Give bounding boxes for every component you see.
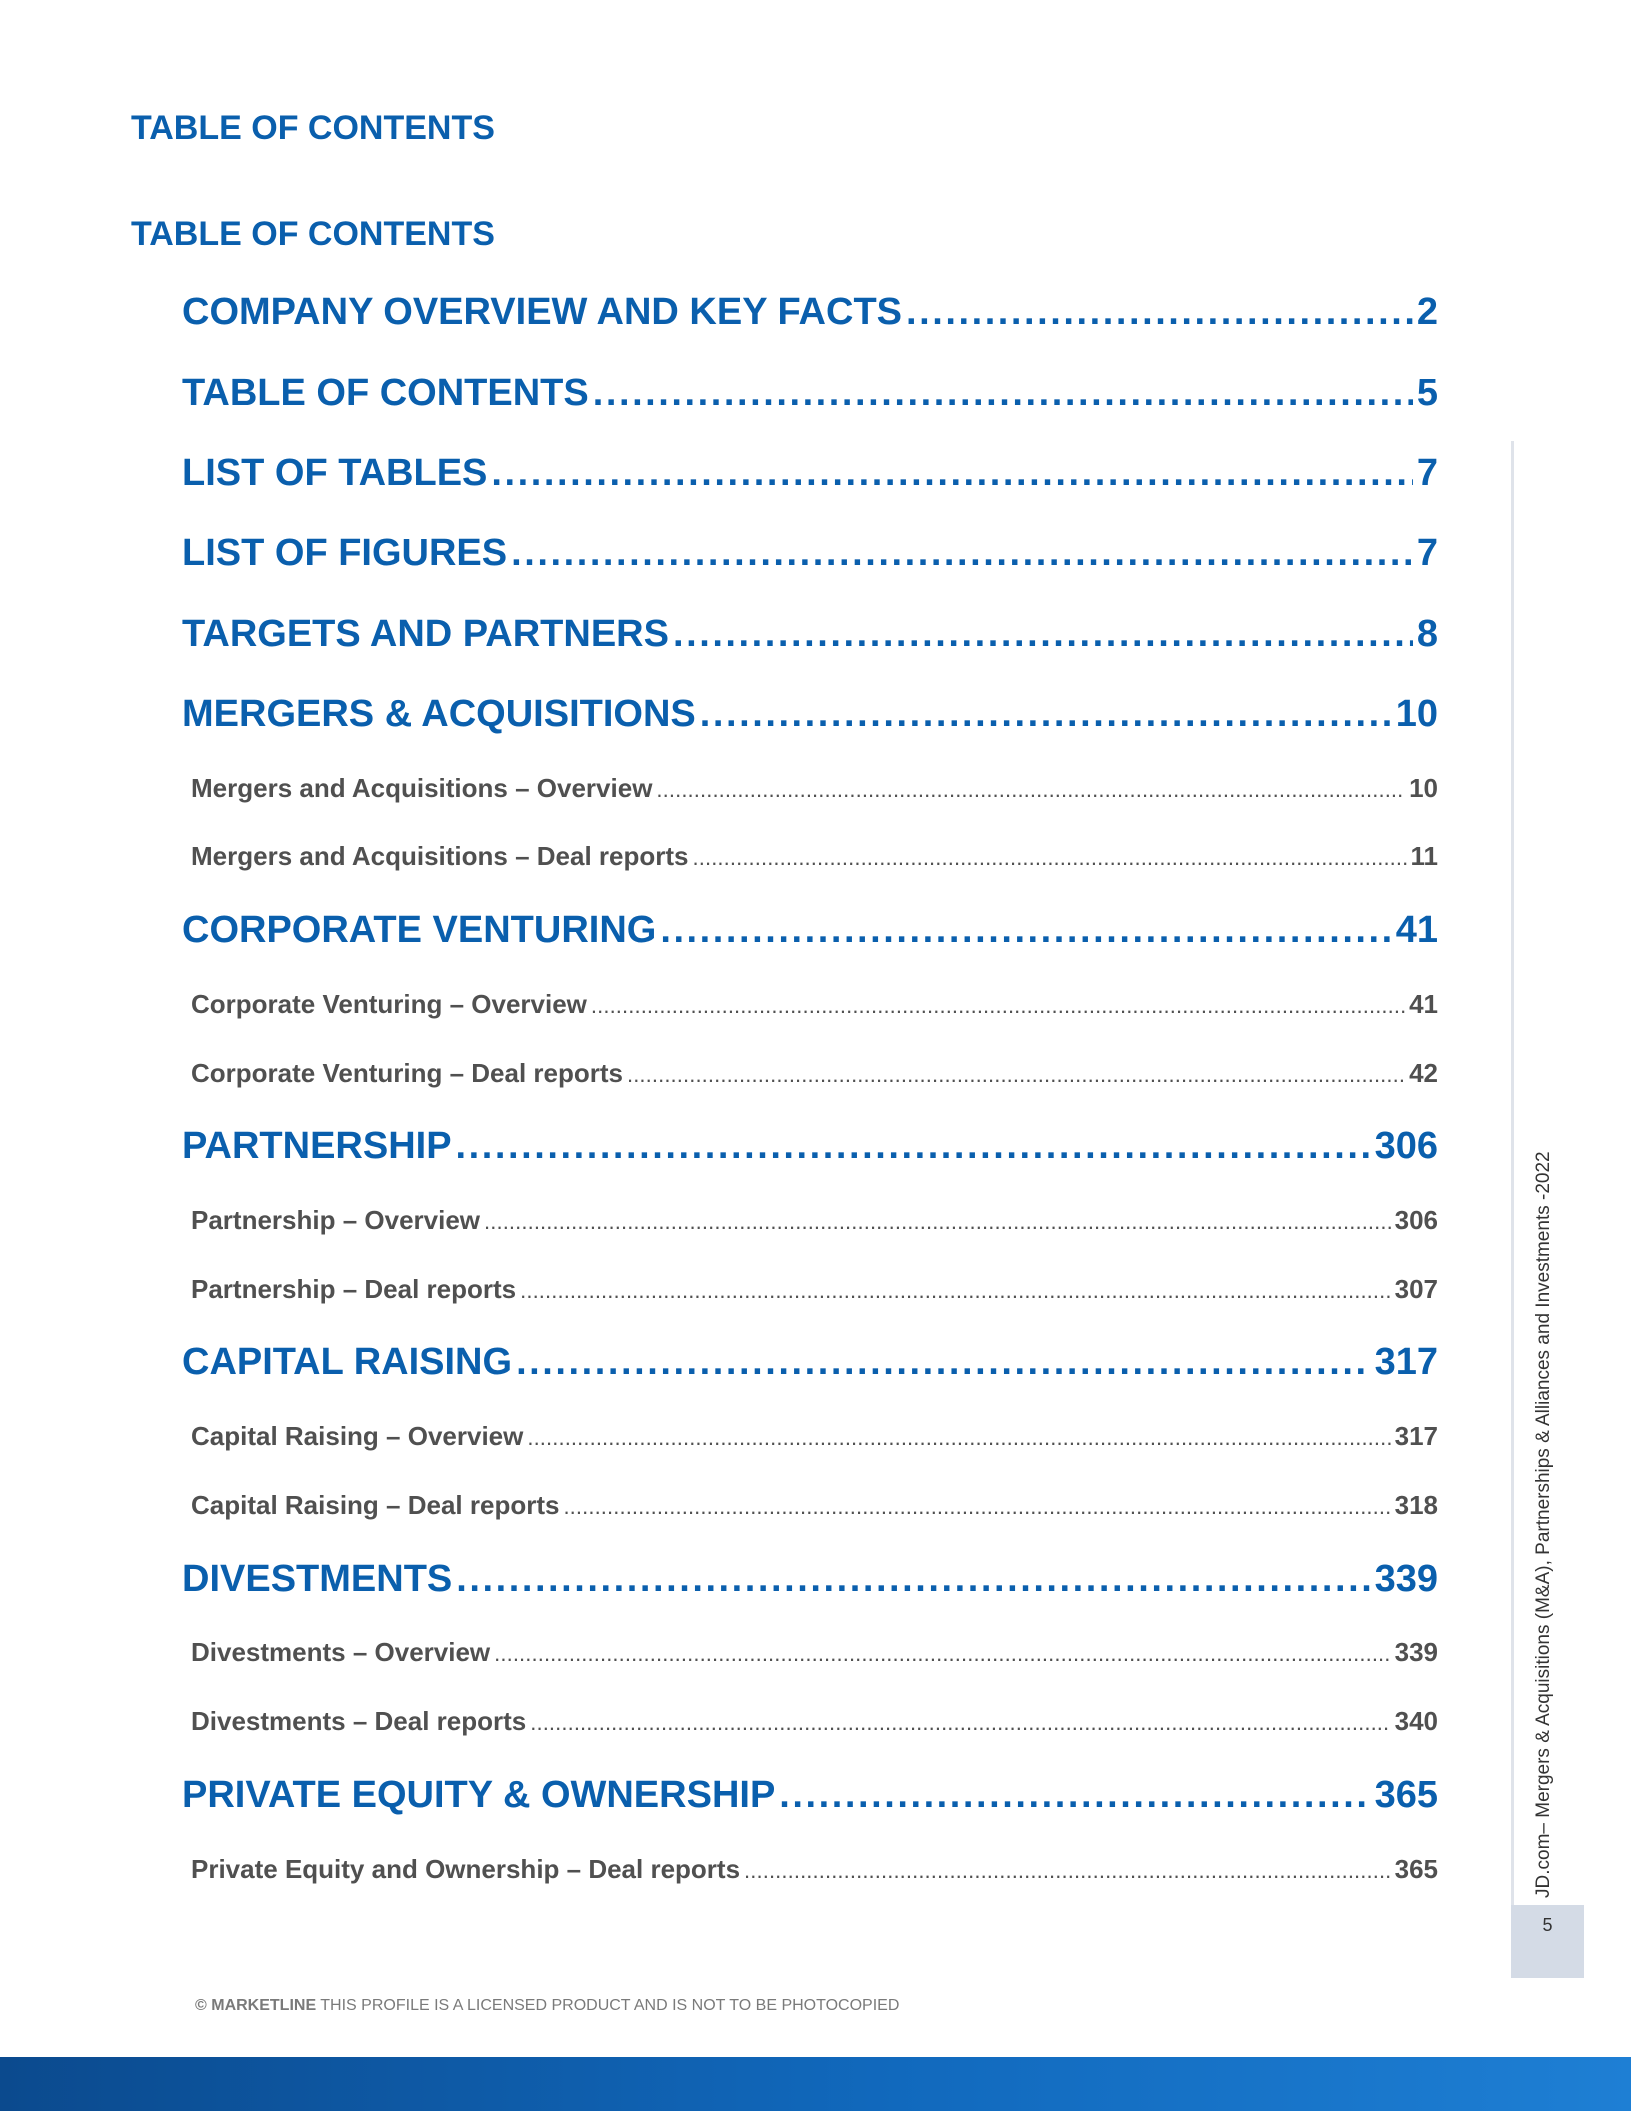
toc-entry[interactable]: [182, 369, 1438, 417]
toc-leader: [700, 690, 1392, 738]
toc-entry-label: TARGETS AND PARTNERS: [182, 613, 669, 655]
toc-entry[interactable]: [182, 1338, 1438, 1386]
toc-subentry-label: Mergers and Acquisitions – Overview: [191, 773, 653, 803]
toc-entry-page: 339: [1374, 1558, 1438, 1600]
toc-leader: [627, 1058, 1405, 1090]
toc-subentry[interactable]: [191, 1056, 1438, 1090]
copyright-notice: [195, 1997, 899, 2015]
toc-subentry-label: Divestments – Overview: [191, 1637, 491, 1667]
toc-subentry[interactable]: [191, 771, 1438, 805]
toc-entry-page: 7: [1416, 532, 1438, 574]
toc-subentry-page: 11: [1410, 841, 1438, 871]
toc-leader: [511, 529, 1413, 577]
toc-subentry-page: 365: [1394, 1854, 1438, 1884]
toc-entry-label: LIST OF TABLES: [182, 452, 488, 494]
toc-subentry-label: Capital Raising – Deal reports: [191, 1490, 560, 1520]
toc-leader: [744, 1854, 1391, 1886]
toc-subentry-page: 306: [1394, 1205, 1438, 1235]
toc-section-title: TABLE OF CONTENTS: [131, 215, 495, 253]
toc-entry-label: LIST OF FIGURES: [182, 532, 508, 574]
toc-subentry-page: 42: [1409, 1058, 1438, 1088]
toc-subentry[interactable]: [191, 987, 1438, 1021]
toc-subentry-page: 10: [1409, 773, 1438, 803]
toc-entry-page: 41: [1395, 909, 1438, 951]
sidebar-divider: [1511, 441, 1514, 1906]
toc-subentry-label: Capital Raising – Overview: [191, 1421, 524, 1451]
toc-leader: [593, 369, 1413, 417]
toc-subentry-page: 317: [1394, 1421, 1438, 1451]
toc-entry[interactable]: [182, 1122, 1438, 1170]
footer-bar: [0, 2057, 1631, 2111]
toc-leader: [673, 610, 1413, 658]
toc-entry-page: 10: [1395, 693, 1438, 735]
toc-subentry[interactable]: [191, 1419, 1438, 1453]
toc-subentry-label: Mergers and Acquisitions – Deal reports: [191, 841, 689, 871]
toc-leader: [660, 906, 1391, 954]
toc-entry[interactable]: [182, 529, 1438, 577]
toc-entry-page: 365: [1374, 1774, 1438, 1816]
toc-subentry-page: 340: [1394, 1706, 1438, 1736]
toc-leader: [563, 1490, 1390, 1522]
toc-subentry-label: Partnership – Deal reports: [191, 1274, 517, 1304]
toc-leader: [494, 1637, 1390, 1669]
toc-leader: [520, 1274, 1390, 1306]
toc-entry[interactable]: [182, 906, 1438, 954]
toc-subentry-label: Divestments – Deal reports: [191, 1706, 527, 1736]
license-notice: THIS PROFILE IS A LICENSED PRODUCT AND IS NOT TO BE PHOTOCOPIED: [316, 1997, 900, 2014]
toc-leader: [456, 1122, 1371, 1170]
toc-leader: [491, 449, 1412, 497]
toc-subentry[interactable]: [191, 1704, 1438, 1738]
toc-subentry[interactable]: [191, 1635, 1438, 1669]
toc-leader: [656, 773, 1405, 805]
toc-subentry[interactable]: [191, 1852, 1438, 1886]
toc-entry-label: CAPITAL RAISING: [182, 1341, 513, 1383]
toc-entry-label: PRIVATE EQUITY & OWNERSHIP: [182, 1774, 776, 1816]
page-number: 5: [1542, 1915, 1553, 1935]
toc-subentry-page: 41: [1409, 989, 1438, 1019]
toc-leader: [530, 1706, 1390, 1738]
page-header-title: TABLE OF CONTENTS: [131, 109, 495, 147]
toc-leader: [456, 1555, 1370, 1603]
toc-entry-label: DIVESTMENTS: [182, 1558, 453, 1600]
toc-leader: [516, 1338, 1371, 1386]
toc-entry-label: TABLE OF CONTENTS: [182, 372, 589, 414]
toc-subentry[interactable]: [191, 1488, 1438, 1522]
toc-entry-page: 317: [1374, 1341, 1438, 1383]
toc-subentry-label: Private Equity and Ownership – Deal reports: [191, 1854, 741, 1884]
toc-subentry-page: 318: [1394, 1490, 1438, 1520]
toc-entry-label: CORPORATE VENTURING: [182, 909, 657, 951]
toc-subentry-page: 307: [1394, 1274, 1438, 1304]
toc-entry[interactable]: [182, 449, 1438, 497]
toc-entry-page: 8: [1416, 613, 1438, 655]
toc-entry[interactable]: [182, 288, 1438, 336]
toc-entry-label: COMPANY OVERVIEW AND KEY FACTS: [182, 291, 902, 333]
toc-leader: [906, 288, 1413, 336]
report-title-vertical: JD.com– Mergers & Acquisitions (M&A), Partnerships & Alliances and Investments -2022: [1533, 1151, 1554, 1898]
toc-subentry-page: 339: [1394, 1637, 1438, 1667]
toc-leader: [527, 1421, 1390, 1453]
toc-subentry-label: Partnership – Overview: [191, 1205, 481, 1235]
toc-entry-label: MERGERS & ACQUISITIONS: [182, 693, 696, 735]
toc-entry-page: 5: [1416, 372, 1438, 414]
page-number-box: [1511, 1905, 1584, 1978]
toc-leader: [693, 841, 1407, 873]
toc-entry[interactable]: [182, 1771, 1438, 1819]
toc-entry-page: 306: [1374, 1125, 1438, 1167]
toc-entry-page: 7: [1416, 452, 1438, 494]
toc-entry-page: 2: [1416, 291, 1438, 333]
toc-leader: [779, 1771, 1370, 1819]
toc-entry-label: PARTNERSHIP: [182, 1125, 452, 1167]
toc-leader: [591, 989, 1405, 1021]
toc-subentry-label: Corporate Venturing – Overview: [191, 989, 587, 1019]
toc-entry[interactable]: [182, 610, 1438, 658]
toc-subentry-label: Corporate Venturing – Deal reports: [191, 1058, 623, 1088]
toc-subentry[interactable]: [191, 1203, 1438, 1237]
copyright-brand: © MARKETLINE: [195, 1997, 317, 2014]
toc-leader: [484, 1205, 1391, 1237]
toc-entry[interactable]: [182, 690, 1438, 738]
toc-subentry[interactable]: [191, 839, 1438, 873]
toc-subentry[interactable]: [191, 1272, 1438, 1306]
toc-entry[interactable]: [182, 1555, 1438, 1603]
